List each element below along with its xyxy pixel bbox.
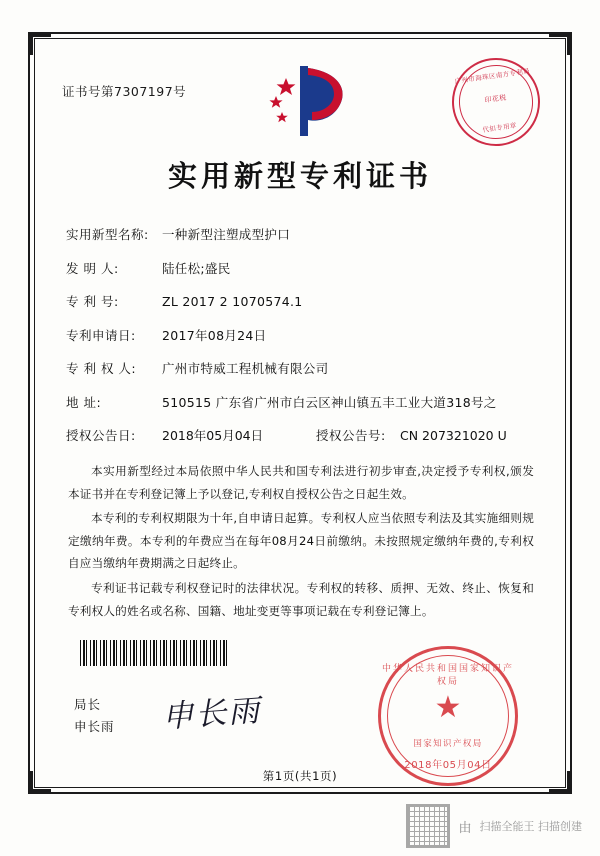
field-label: 授权公告日: (66, 428, 136, 443)
frame-corner-bottom-right (549, 771, 572, 794)
star-icon: ★ (434, 690, 462, 726)
frame-corner-bottom-left (28, 771, 51, 794)
field-application-date (66, 326, 548, 344)
director-name: 申长雨 (74, 719, 115, 735)
field-label: 专利申请日: (66, 327, 136, 343)
official-seal (378, 646, 518, 786)
field-label: 专 利 权 人: (66, 361, 137, 376)
frame-corner-top-left (28, 32, 51, 55)
tax-stamp-line3: 代扣专用章 (481, 120, 518, 134)
fields-list (52, 225, 548, 444)
tax-stamp-line1: 广州市海珠区南方专利局 (454, 67, 531, 86)
paragraph-1: 本实用新型经过本局依照中华人民共和国专利法进行初步审查,决定授予专利权,颁发本证书并在专利登记簿上予以登记,专利权自授权公告之日起生效。 (68, 464, 534, 501)
field-inventor (66, 259, 548, 277)
director-role: 局长 (74, 697, 102, 713)
certificate-number: 证书号第7307197号 (62, 84, 187, 99)
watermark-note: 扫描全能王 扫描创建 (479, 820, 582, 833)
paragraph-3: 专利证书记载专利权登记时的法律状况。专利权的转移、质押、无效、终止、恢复和专利权人的姓名或名称、国籍、地址变更等事项记载在专利登记簿上。 (68, 580, 534, 618)
field-patentee (66, 359, 548, 377)
field-value: 陆任松;盛民 (162, 260, 231, 276)
field-label: 实用新型名称: (66, 227, 149, 242)
field-value: 510515 广东省广州市白云区神山镇五丰工业大道318号之 (162, 394, 497, 410)
field-label: 地 址: (66, 394, 102, 410)
scan-watermark (406, 804, 582, 848)
official-seal-arc-top: 中华人民共和国国家知识产权局 (381, 664, 514, 688)
certificate-content (52, 56, 548, 784)
frame-corner-top-right (549, 32, 572, 55)
paragraph-2: 本专利的专利权期限为十年,自申请日起算。专利权人应当依照专利法及其实施细则规定缴纳年费。本专利的年费应当在每年08月24日前缴纳。未按照规定缴纳年费的,专利权自应当缴纳年费期满之日起终止。 (68, 511, 534, 571)
field-value: 广州市特威工程机械有限公司 (162, 361, 329, 376)
field-grant-date (66, 426, 316, 444)
field-address (66, 393, 548, 411)
official-seal-arc-bottom: 国家知识产权局 (413, 739, 483, 750)
watermark-char: 由 (458, 820, 472, 836)
field-value: CN 207321020 U (400, 428, 507, 443)
tax-stamp (446, 52, 545, 151)
field-value: 一种新型注塑成型护口 (162, 227, 291, 242)
field-value: ZL 2017 2 1070574.1 (162, 294, 303, 309)
field-grant-number (316, 426, 507, 444)
page-title: 实用新型专利证书 (167, 159, 432, 193)
tax-stamp-line2: 印花税 (484, 93, 508, 105)
field-utility-model-name (66, 225, 548, 243)
legal-text (52, 460, 548, 622)
field-label: 授权公告号: (316, 428, 386, 443)
field-value: 2017年08月24日 (162, 327, 267, 343)
field-label: 专 利 号: (66, 294, 119, 309)
header-row (52, 56, 548, 152)
field-patent-number (66, 292, 548, 310)
official-seal-date: 2018年05月04日 (404, 760, 492, 772)
page-indicator: 第1页(共1页) (262, 769, 338, 784)
handwritten-signature: 申长雨 (161, 692, 263, 736)
field-value: 2018年05月04日 (162, 428, 264, 443)
qr-code-icon (406, 804, 450, 848)
signature-area (52, 640, 548, 784)
patent-barcode-icon (80, 640, 230, 666)
cnipa-p-logo-icon (242, 62, 358, 140)
director-block (74, 694, 115, 738)
field-grant-row (66, 426, 548, 444)
field-label: 发 明 人: (66, 260, 119, 276)
